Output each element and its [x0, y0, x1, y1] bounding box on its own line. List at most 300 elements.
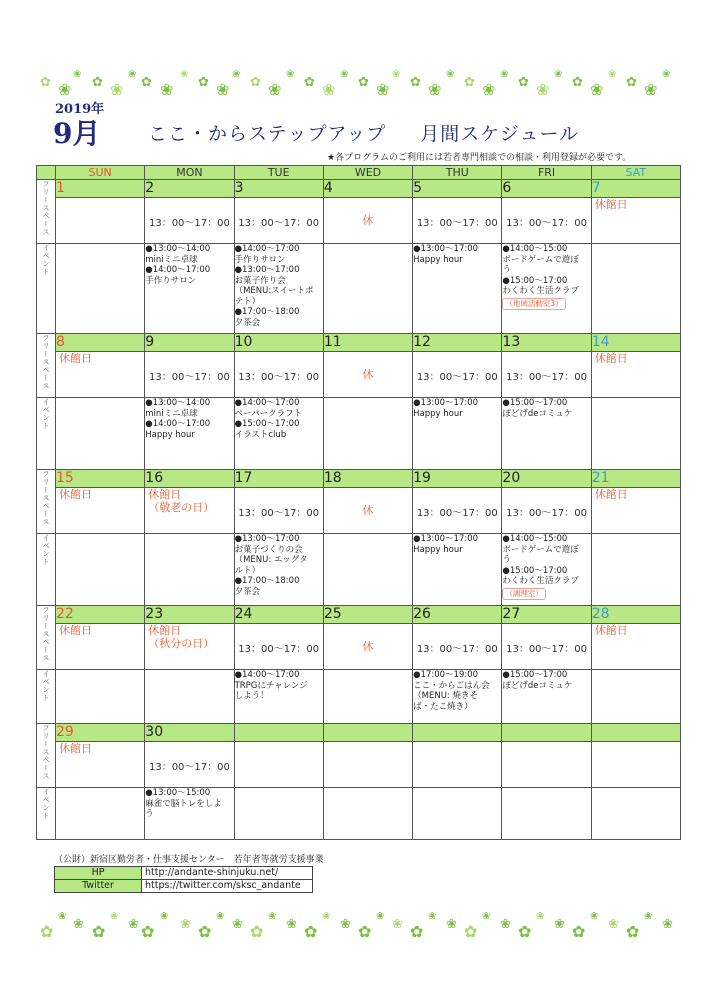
free-space-cell [145, 198, 234, 244]
event-line: Happy hour [413, 544, 463, 555]
date-row [37, 724, 681, 742]
free-space-cell [323, 488, 412, 534]
date-cell-tue: 3 [234, 180, 323, 198]
clover-icon: ❀ [554, 917, 565, 932]
event-cell [413, 670, 502, 724]
clover-icon: ✿ [358, 75, 369, 90]
event-cell [56, 534, 145, 606]
clover-icon: ❀ [73, 69, 82, 80]
event-cell [413, 398, 502, 470]
weekday-fri: FRI [502, 166, 591, 180]
free-space-label [37, 470, 56, 534]
date-cell-sun: 1 [56, 180, 145, 198]
event-cell [234, 788, 323, 840]
clover-icon: ❀ [216, 911, 225, 922]
weekday-wed: WED [323, 166, 412, 180]
clover-icon: ❀ [216, 80, 230, 99]
event-line: ●15:00〜17:00 [502, 670, 568, 680]
free-space-row [37, 352, 681, 398]
link-value-hp[interactable]: http://andante-shinjuku.net/ [142, 867, 313, 880]
free-space-cell [145, 352, 234, 398]
page-title [148, 119, 579, 146]
event-line: ボードゲームで遊ぼ [502, 544, 579, 555]
clover-icon: ❀ [482, 80, 496, 99]
footer-organization: （公財）新宿区勤労者・仕事支援センター 若年者等就労支援事業 [54, 855, 324, 865]
date-cell-wed: 11 [323, 334, 412, 352]
clover-icon: ✿ [92, 922, 106, 941]
event-cell [323, 534, 412, 606]
clover-icon: ✿ [141, 75, 152, 90]
event-line: わくわく生活クラブ [502, 286, 579, 296]
weekday-sat: SAT [591, 166, 680, 180]
event-line: ●15:00〜17:00 [502, 565, 568, 576]
date-cell-wed: 25 [323, 606, 412, 624]
clover-icon: ✿ [464, 75, 475, 90]
event-cell [145, 398, 234, 470]
clover-icon: ❀ [268, 80, 282, 99]
clover-icon: ❀ [662, 917, 673, 932]
clover-icon: ✿ [626, 75, 637, 90]
holiday-label: 休館日 [594, 352, 628, 365]
event-label-text: イベント [42, 244, 50, 276]
clover-icon: ❀ [232, 917, 243, 932]
free-space-cell [591, 352, 680, 398]
clover-icon: ❀ [428, 911, 437, 922]
clover-icon: ❀ [268, 911, 277, 922]
event-cell [591, 534, 680, 606]
event-line: ●14:00〜17:00 [145, 265, 211, 275]
clover-icon: ✿ [141, 922, 155, 941]
event-line: TRPGにチャレンジ [234, 680, 308, 691]
date-cell-wed [323, 724, 412, 742]
event-line: う [502, 555, 511, 565]
clover-icon: ✿ [304, 922, 318, 941]
event-label-text: イベント [42, 534, 50, 566]
free-space-cell [323, 742, 412, 788]
event-cell [591, 670, 680, 724]
clover-icon: ❀ [322, 911, 331, 922]
open-hours: 13：00〜17：00 [238, 218, 320, 229]
title-sub: 月間スケジュール [420, 123, 580, 145]
event-cell [323, 670, 412, 724]
event-cell [591, 788, 680, 840]
free-space-cell [323, 198, 412, 244]
free-space-label-text: フリースペース [42, 724, 50, 780]
clover-icon: ❀ [608, 69, 617, 80]
event-line: ●15:00〜17:00 [502, 398, 568, 408]
event-line: （MENU: 焼きそ [413, 691, 478, 701]
event-cell [413, 244, 502, 334]
event-line: ●14:00〜15:00 [502, 534, 568, 544]
holiday-name: （敬老の日） [148, 501, 215, 514]
clover-icon: ✿ [250, 75, 261, 90]
free-space-cell [234, 488, 323, 534]
event-row [37, 244, 681, 334]
event-label-text: イベント [42, 398, 50, 430]
free-space-cell [56, 742, 145, 788]
clover-icon: ❀ [286, 917, 297, 932]
free-space-row [37, 742, 681, 788]
event-cell [234, 398, 323, 470]
clover-icon: ❀ [128, 917, 139, 932]
date-cell-sat: 7 [591, 180, 680, 198]
event-row [37, 788, 681, 840]
weekday-thu: THU [413, 166, 502, 180]
event-label [37, 398, 56, 470]
date-cell-fri: 13 [502, 334, 591, 352]
holiday-label: 休館日 [59, 352, 92, 365]
clover-icon: ✿ [40, 922, 54, 941]
date-cell-wed: 18 [323, 470, 412, 488]
date-cell-mon: 30 [145, 724, 234, 742]
date-cell-sun: 29 [56, 724, 145, 742]
open-hours: 13：00〜17：00 [238, 508, 320, 519]
month-label: 9月 [53, 117, 101, 150]
links-table [54, 866, 313, 893]
clover-icon: ❀ [644, 911, 653, 922]
clover-icon: ❀ [446, 917, 457, 932]
date-cell-fri: 6 [502, 180, 591, 198]
calendar-table [36, 165, 681, 840]
event-line: Happy hour [145, 429, 195, 440]
free-space-label [37, 606, 56, 670]
event-line: 麻雀で脳トレをしよ [145, 798, 222, 809]
date-cell-sun: 15 [56, 470, 145, 488]
event-line: ●13:00〜17:00 [234, 265, 300, 275]
clover-icon: ❀ [376, 80, 390, 99]
date-cell-fri: 20 [502, 470, 591, 488]
date-cell-thu [413, 724, 502, 742]
open-hours: 13：00〜17：00 [148, 762, 230, 773]
free-space-cell [323, 352, 412, 398]
event-line: ●14:00〜17:00 [234, 670, 300, 680]
event-line: う [502, 265, 511, 275]
year-label: 2019年 [55, 102, 105, 117]
open-hours: 13：00〜17：00 [238, 644, 320, 655]
free-space-cell [234, 352, 323, 398]
event-line: ●14:00〜15:00 [502, 244, 568, 254]
weekday-mon: MON [145, 166, 234, 180]
clover-icon: ❀ [110, 80, 124, 99]
clover-icon: ❀ [590, 911, 599, 922]
clover-icon: ❀ [160, 911, 169, 922]
clover-icon: ❀ [58, 80, 72, 99]
free-space-label [37, 334, 56, 398]
clover-icon: ✿ [626, 922, 640, 941]
clover-icon: ❀ [536, 80, 550, 99]
free-space-cell [145, 488, 234, 534]
date-cell-sat: 21 [591, 470, 680, 488]
clover-icon: ✿ [410, 922, 424, 941]
clover-icon: ❀ [376, 911, 385, 922]
clover-icon: ✿ [518, 75, 529, 90]
event-row [37, 398, 681, 470]
date-cell-sun: 8 [56, 334, 145, 352]
clover-icon: ❀ [180, 69, 189, 80]
event-line: ボードゲームで遊ぼ [502, 254, 579, 265]
event-cell [413, 788, 502, 840]
closed-mark: 休 [362, 214, 374, 227]
title-main: ここ・からステップアップ [148, 123, 387, 145]
holiday-label: 休館日 [148, 624, 182, 637]
free-space-cell [56, 488, 145, 534]
clover-icon: ❀ [73, 917, 84, 932]
free-space-cell [591, 624, 680, 670]
free-space-cell [591, 742, 680, 788]
clover-icon: ❀ [128, 69, 137, 80]
free-space-label-text: フリースペース [42, 334, 50, 390]
free-space-cell [413, 624, 502, 670]
free-space-cell [56, 624, 145, 670]
date-cell-sat [591, 724, 680, 742]
date-cell-mon: 2 [145, 180, 234, 198]
date-cell-thu: 12 [413, 334, 502, 352]
closed-mark: 休 [362, 368, 374, 381]
holiday-label: 休館日 [59, 488, 92, 501]
event-line: ぽどげdeコミュケ [502, 408, 573, 419]
date-row [37, 334, 681, 352]
date-cell-mon: 23 [145, 606, 234, 624]
event-cell [145, 788, 234, 840]
closed-mark: 休 [362, 640, 374, 653]
clover-icon: ✿ [304, 75, 315, 90]
clover-icon: ✿ [40, 75, 51, 90]
event-line: う [145, 809, 154, 819]
clover-icon: ❀ [446, 69, 455, 80]
date-cell-tue: 17 [234, 470, 323, 488]
free-space-cell [145, 624, 234, 670]
event-line: わくわく生活クラブ [502, 576, 579, 586]
date-row [37, 180, 681, 198]
clover-icon: ❀ [536, 911, 545, 922]
clover-icon: ✿ [410, 75, 421, 90]
event-label-text: イベント [42, 670, 50, 702]
event-line: Happy hour [413, 408, 463, 419]
event-cell [145, 534, 234, 606]
event-cell [502, 534, 591, 606]
clover-icon: ❀ [58, 911, 67, 922]
event-label [37, 670, 56, 724]
clover-icon: ❀ [482, 911, 491, 922]
open-hours: 13：00〜17：00 [506, 372, 587, 383]
free-space-row [37, 624, 681, 670]
date-cell-tue [234, 724, 323, 742]
clover-icon: ❀ [322, 80, 336, 99]
event-line: Happy hour [413, 254, 463, 265]
clover-icon: ✿ [572, 75, 583, 90]
event-location-note: （調理室） [502, 588, 546, 601]
holiday-label: 休館日 [59, 624, 92, 637]
open-hours: 13：00〜17：00 [416, 372, 498, 383]
free-space-cell [234, 198, 323, 244]
event-line: ●14:00〜17:00 [234, 244, 300, 254]
event-cell [502, 788, 591, 840]
clover-icon: ✿ [358, 922, 372, 941]
event-line: ●14:00〜17:00 [145, 419, 211, 429]
link-label-twitter: Twitter [55, 880, 142, 893]
free-space-cell [502, 198, 591, 244]
free-space-cell [413, 352, 502, 398]
closed-mark: 休 [362, 504, 374, 517]
clover-border-bottom [40, 912, 680, 940]
event-line: ●14:00〜17:00 [234, 398, 300, 408]
link-row-hp [55, 867, 313, 880]
notice-text: ★各プログラムのご利用には若者専門相談での相談・利用登録が必要です。 [327, 153, 632, 163]
event-line: 手作りサロン [145, 275, 197, 286]
date-cell-sat: 14 [591, 334, 680, 352]
event-line: ●13:00〜14:00 [145, 244, 211, 254]
clover-icon: ❀ [500, 917, 511, 932]
event-row [37, 670, 681, 724]
clover-icon: ❀ [662, 69, 671, 80]
free-space-cell [413, 742, 502, 788]
event-line: 手作りサロン [234, 254, 286, 265]
event-line: 夕茶会 [234, 586, 261, 597]
event-line: ●13:00〜17:00 [413, 534, 479, 544]
free-space-label [37, 180, 56, 244]
event-line: （MENU:スイートポ [234, 286, 314, 296]
event-line: 夕茶会 [234, 317, 261, 328]
event-label [37, 534, 56, 606]
event-line: ●13:00〜17:00 [234, 534, 300, 544]
clover-icon: ❀ [286, 69, 295, 80]
event-cell [323, 788, 412, 840]
open-hours: 13：00〜17：00 [416, 644, 498, 655]
weekday-header-row [37, 166, 681, 180]
date-cell-sat: 28 [591, 606, 680, 624]
event-line: miniミニ卓球 [145, 254, 198, 265]
event-cell [56, 788, 145, 840]
free-space-cell [591, 488, 680, 534]
clover-icon: ❀ [590, 80, 604, 99]
clover-icon: ✿ [198, 922, 212, 941]
holiday-name: （秋分の日） [148, 637, 215, 650]
event-label [37, 244, 56, 334]
clover-icon: ❀ [500, 69, 509, 80]
date-cell-tue: 10 [234, 334, 323, 352]
open-hours: 13：00〜17：00 [506, 508, 587, 519]
free-space-cell [56, 198, 145, 244]
event-line: ば・たこ焼き） [413, 701, 473, 712]
open-hours: 13：00〜17：00 [506, 644, 587, 655]
date-cell-sun: 22 [56, 606, 145, 624]
event-line: ルト） [234, 565, 261, 576]
link-value-twitter[interactable]: https://twitter.com/sksc_andante [142, 880, 313, 893]
event-line: ここ・からごはん会 [413, 680, 490, 691]
clover-icon: ❀ [554, 69, 563, 80]
date-cell-fri: 27 [502, 606, 591, 624]
clover-icon: ✿ [250, 922, 264, 941]
free-space-cell [413, 198, 502, 244]
free-space-cell [591, 198, 680, 244]
open-hours: 13：00〜17：00 [238, 372, 320, 383]
clover-icon: ✿ [518, 922, 532, 941]
open-hours: 13：00〜17：00 [148, 218, 230, 229]
date-cell-mon: 9 [145, 334, 234, 352]
event-cell [502, 670, 591, 724]
event-cell [591, 244, 680, 334]
free-space-cell [502, 624, 591, 670]
clover-icon: ✿ [92, 75, 103, 90]
event-line: ●15:00〜17:00 [234, 419, 300, 429]
date-cell-tue: 24 [234, 606, 323, 624]
clover-icon: ❀ [644, 80, 658, 99]
event-line: miniミニ卓球 [145, 408, 198, 419]
clover-icon: ❀ [180, 917, 191, 932]
event-cell [502, 244, 591, 334]
event-line: ●15:00〜17:00 [502, 275, 568, 286]
free-space-cell [234, 742, 323, 788]
event-line: （MENU: エッグタ [234, 555, 308, 565]
event-cell [234, 670, 323, 724]
holiday-label: 休館日 [594, 488, 628, 501]
clover-icon: ❀ [392, 69, 401, 80]
open-hours: 13：00〜17：00 [506, 218, 587, 229]
clover-icon: ❀ [160, 80, 174, 99]
event-row [37, 534, 681, 606]
event-line: ●17:00〜18:00 [234, 307, 300, 317]
event-cell [145, 244, 234, 334]
holiday-label: 休館日 [594, 624, 628, 637]
holiday-label: 休館日 [148, 488, 182, 501]
event-cell [234, 244, 323, 334]
free-space-label [37, 724, 56, 788]
holiday-label: 休館日 [59, 742, 92, 755]
event-cell [591, 398, 680, 470]
event-line: イラストclub [234, 429, 287, 440]
date-cell-thu: 19 [413, 470, 502, 488]
date-cell-fri [502, 724, 591, 742]
free-space-cell [234, 624, 323, 670]
event-line: しよう！ [234, 691, 269, 701]
event-cell [56, 398, 145, 470]
clover-icon: ✿ [572, 922, 586, 941]
event-cell [234, 534, 323, 606]
event-cell [56, 670, 145, 724]
clover-icon: ✿ [464, 922, 478, 941]
clover-border-top [40, 70, 680, 98]
event-cell [145, 670, 234, 724]
event-line: ●17:00〜19:00 [413, 670, 479, 680]
date-cell-wed: 4 [323, 180, 412, 198]
free-space-cell [413, 488, 502, 534]
clover-icon: ❀ [110, 911, 119, 922]
event-location-note: （地域活動室3） [502, 298, 565, 311]
clover-icon: ❀ [392, 917, 403, 932]
date-cell-mon: 16 [145, 470, 234, 488]
open-hours: 13：00〜17：00 [148, 372, 230, 383]
free-space-label-text: フリースペース [42, 180, 50, 236]
clover-icon: ❀ [608, 917, 619, 932]
weekday-tue: TUE [234, 166, 323, 180]
open-hours: 13：00〜17：00 [416, 508, 498, 519]
event-cell [323, 244, 412, 334]
event-line: ●13:00〜15:00 [145, 788, 211, 798]
event-line: ●13:00〜14:00 [145, 398, 211, 408]
date-row [37, 606, 681, 624]
event-line: ●13:00〜17:00 [413, 244, 479, 254]
event-line: ●13:00〜17:00 [413, 398, 479, 408]
clover-icon: ❀ [428, 80, 442, 99]
event-label [37, 788, 56, 840]
event-cell [323, 398, 412, 470]
date-cell-thu: 26 [413, 606, 502, 624]
free-space-row [37, 198, 681, 244]
free-space-cell [145, 742, 234, 788]
event-line: テト） [234, 296, 261, 307]
header-blank [37, 166, 56, 180]
free-space-row [37, 488, 681, 534]
